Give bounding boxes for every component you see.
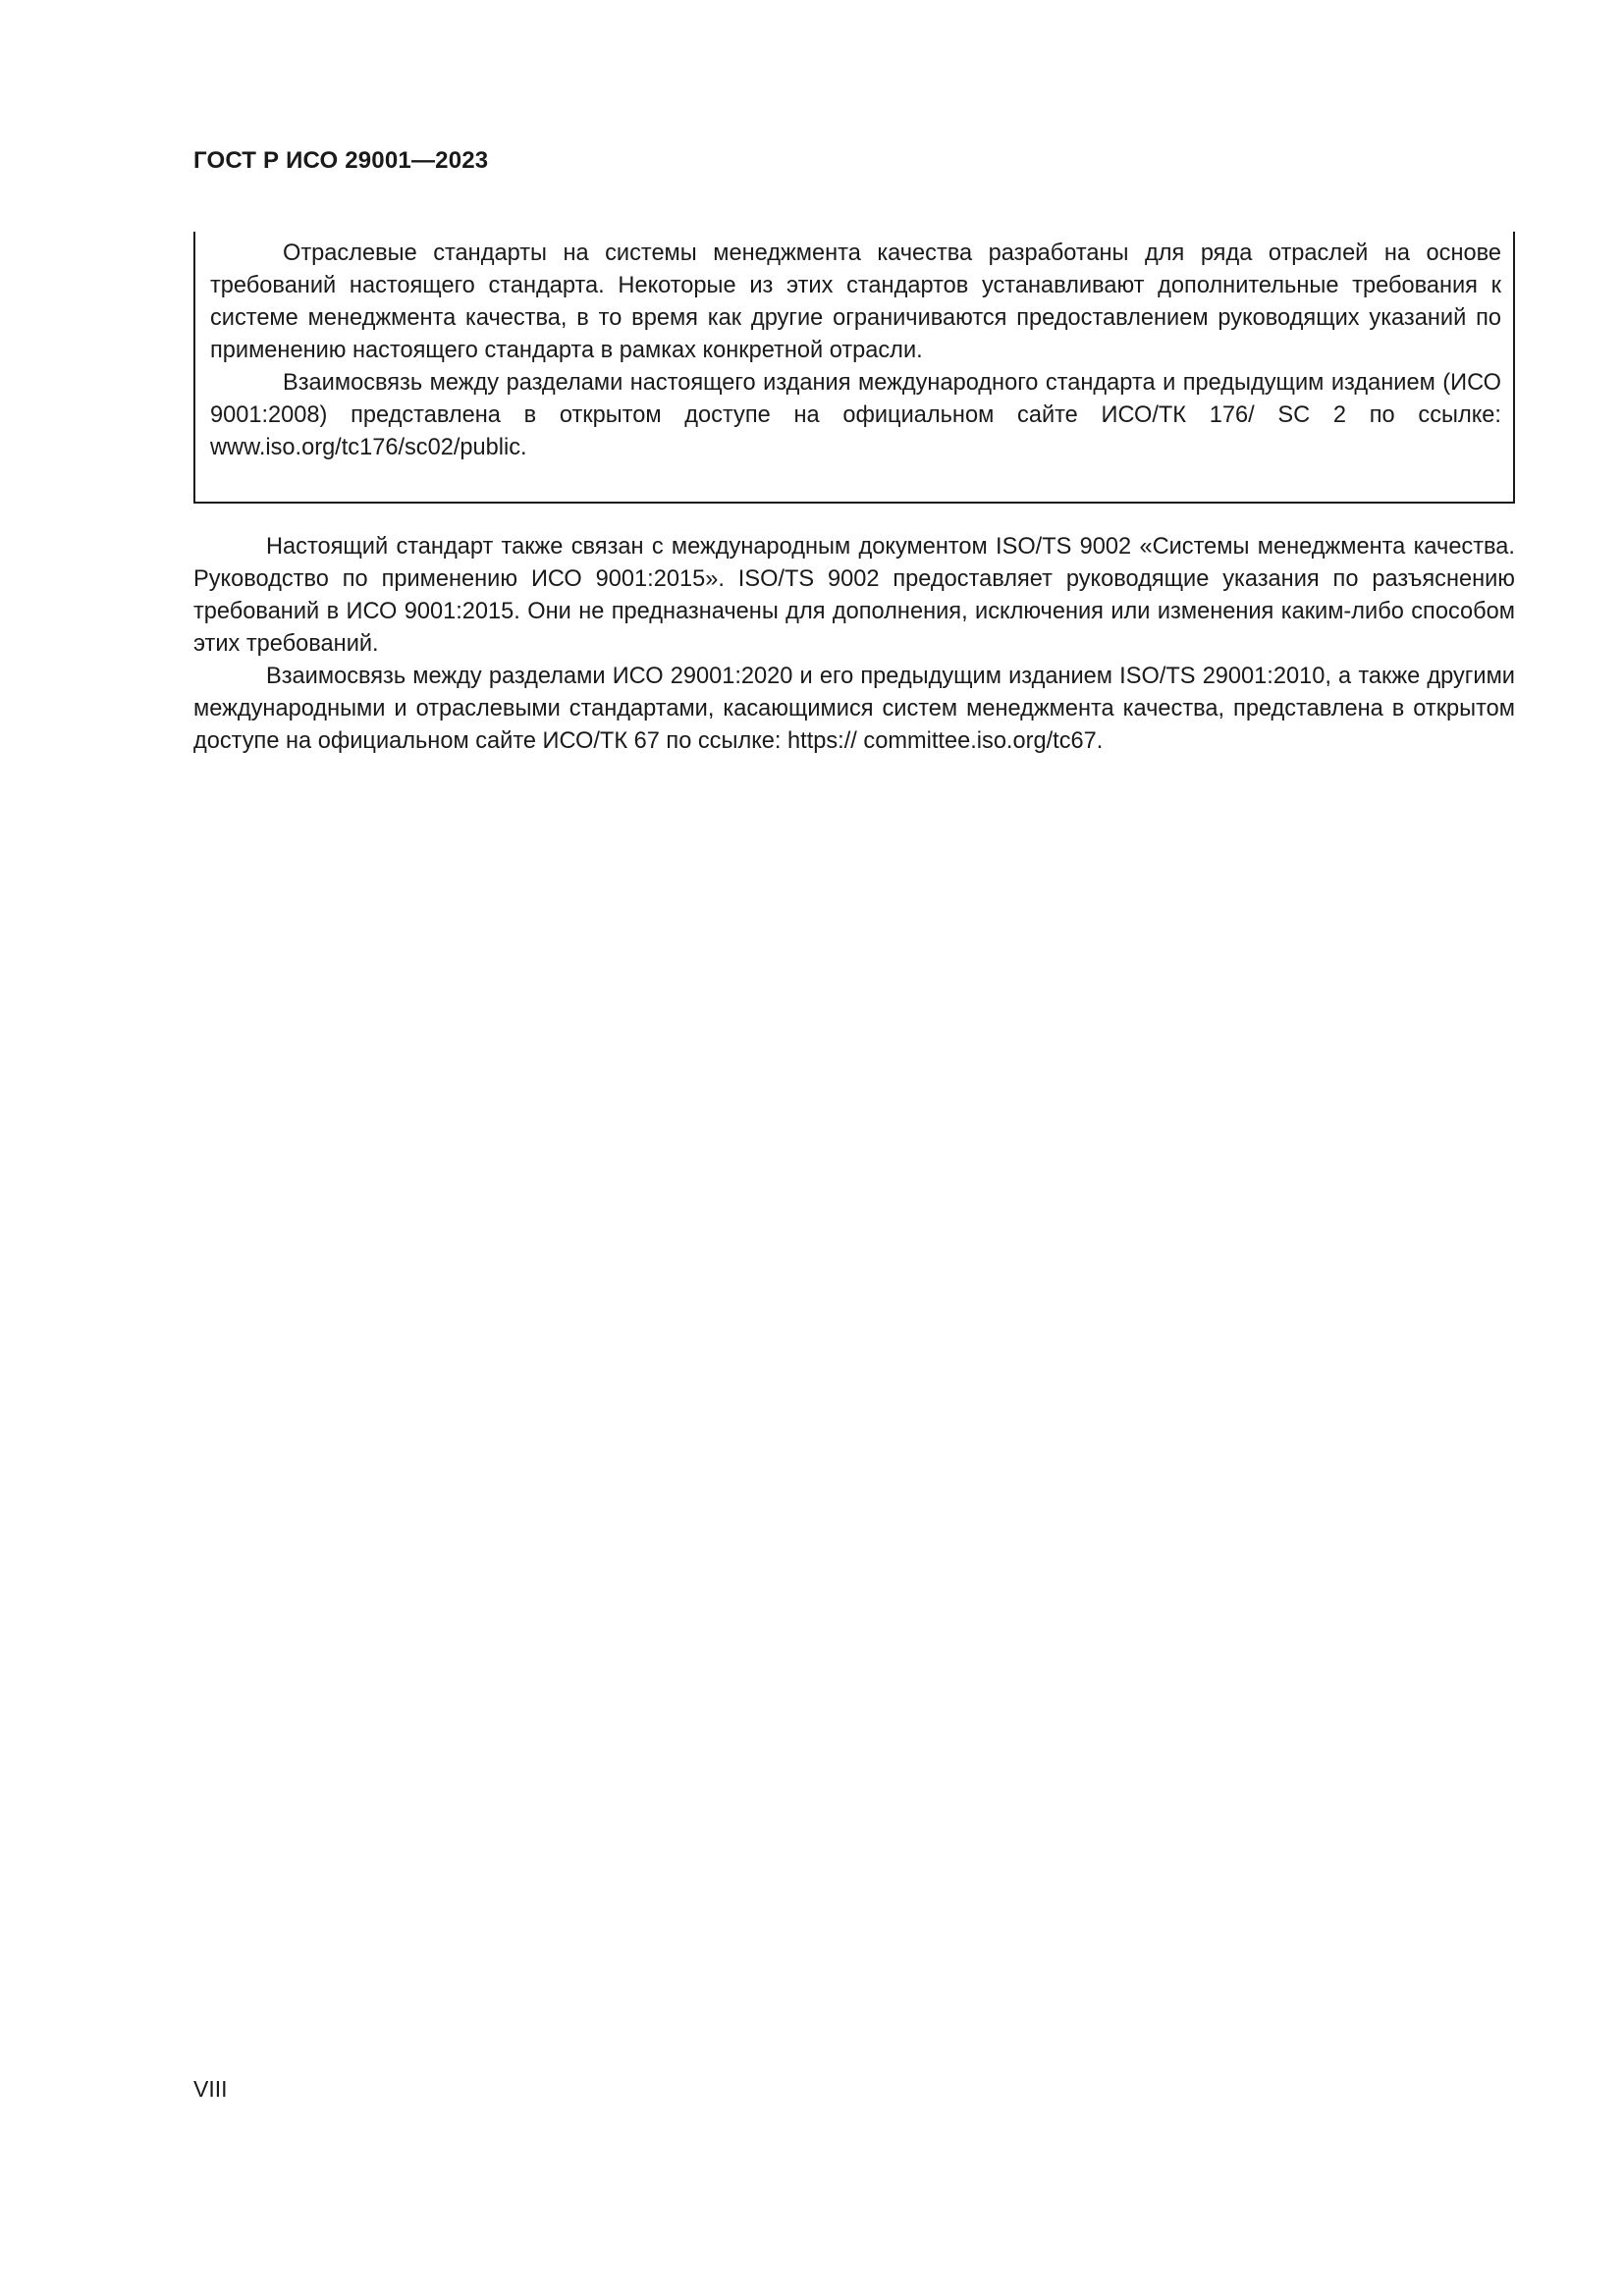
body-text <box>193 531 1515 758</box>
boxed-note <box>193 232 1515 504</box>
document-header: ГОСТ Р ИСО 29001—2023 <box>193 147 489 174</box>
body-paragraph: Настоящий стандарт также связан с международным документом ISO/TS 9002 «Системы менеджмента качества. Руководство по применению ИСО 9001:2015». ISO/TS 9002 предоставляет руководящие указания по разъяснению требований в ИСО 9001:2015. Они не предназначены для дополнения, исключения или изменения каким-либо способом этих требований. <box>193 534 1515 657</box>
boxed-note-paragraph: Отраслевые стандарты на системы менеджмента качества разработаны для ряда отраслей на основе требований настоящего стандарта. Некоторые из этих стандартов устанавливают дополнительные требования к системе менеджмента качества, в то время как другие ограничиваются предоставлением руководящих указаний по применению настоящего стандарта в рамках конкретной отрасли. <box>210 240 1501 363</box>
body-paragraph: Взаимосвязь между разделами ИСО 29001:2020 и его предыдущим изданием ISO/TS 29001:2010, а также другими международными и отраслевыми стандартами, касающимися систем менеджмента качества, представлена в открытом доступе на официальном сайте ИСО/ТК 67 по ссылке: https:// committee.iso.org/tc67. <box>193 664 1515 754</box>
page-number: VIII <box>193 2076 228 2102</box>
boxed-note-paragraph: Взаимосвязь между разделами настоящего издания международного стандарта и предыдущим изданием (ИСО 9001:2008) представлена в открытом доступе на официальном сайте ИСО/ТК 176/ SC 2 по ссылке: www.iso.org/tc176/sc02/public. <box>210 370 1501 460</box>
